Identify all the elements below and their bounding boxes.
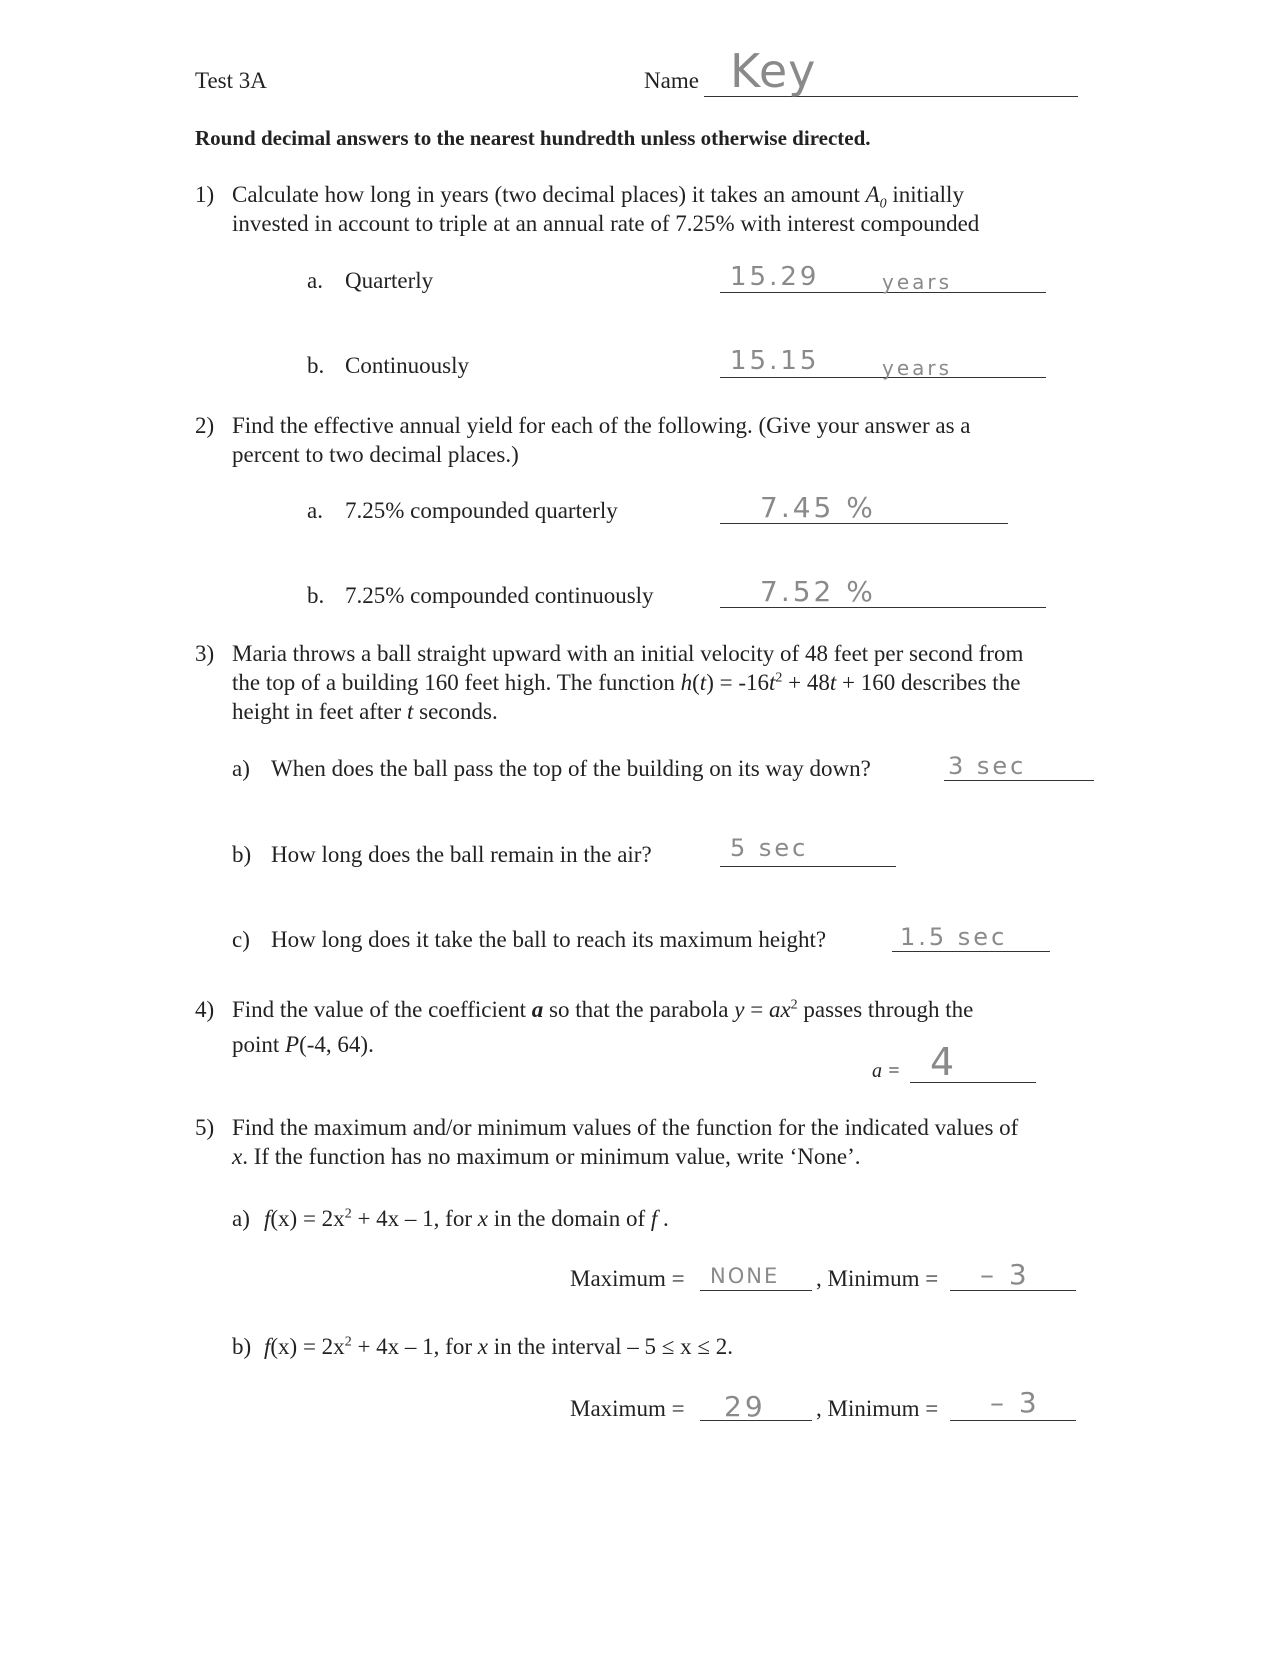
- q3b-answer-line: [720, 866, 896, 867]
- q5-text-line2: x. If the function has no maximum or minimum value, write ‘None’.: [232, 1144, 861, 1169]
- q5b-min-line: [950, 1420, 1076, 1421]
- q3a-text: When does the ball pass the top of the building on its way down?: [271, 756, 871, 781]
- q3b-label: b): [232, 842, 252, 867]
- q3c-label: c): [232, 927, 250, 952]
- q3b-answer: 5 sec: [730, 834, 809, 862]
- q5-text-line1: Find the maximum and/or minimum values of the function for the indicated values of: [232, 1115, 1019, 1140]
- q2a-answer: 7.45 %: [760, 491, 876, 524]
- q5a-label: a): [232, 1206, 250, 1231]
- q3a-answer: 3 sec: [948, 752, 1027, 780]
- q2b-text: 7.25% compounded continuously: [345, 583, 654, 608]
- q5b-label: b): [232, 1334, 252, 1359]
- name-label: Name: [644, 68, 699, 93]
- q5a-max-answer: NONE: [710, 1264, 780, 1288]
- q5b-max-label: Maximum =: [570, 1396, 685, 1421]
- q4-number: 4): [195, 997, 215, 1022]
- q5a-max-label: Maximum =: [570, 1266, 685, 1291]
- q1a-label: a.: [307, 268, 323, 293]
- q1a-answer: 15.29: [730, 262, 820, 292]
- q2a-text: 7.25% compounded quarterly: [345, 498, 618, 523]
- q4-answer-line: [910, 1082, 1036, 1083]
- q3-text-line3: height in feet after t seconds.: [232, 699, 498, 724]
- q1a-unit: years: [882, 270, 953, 294]
- q5-number: 5): [195, 1115, 215, 1140]
- q4-answer-label: a =: [872, 1060, 901, 1082]
- q3b-text: How long does the ball remain in the air?: [271, 842, 652, 867]
- q3-text-line1: Maria throws a ball straight upward with an initial velocity of 48 feet per second from: [232, 641, 1024, 666]
- q3a-answer-line: [944, 780, 1094, 781]
- q5b-min-answer: – 3: [990, 1386, 1040, 1419]
- instructions: Round decimal answers to the nearest hundredth unless otherwise directed.: [195, 126, 871, 150]
- q5b-min-label: , Minimum =: [816, 1396, 939, 1421]
- q1-text-line1: Calculate how long in years (two decimal places) it takes an amount $A_0$ initially: [232, 182, 964, 212]
- q5b-max-answer: 29: [724, 1390, 766, 1423]
- q2-number: 2): [195, 413, 215, 438]
- q2a-label: a.: [307, 498, 323, 523]
- q2-text-line1: Find the effective annual yield for each of the following. (Give your answer as a: [232, 413, 971, 438]
- q1b-answer: 15.15: [730, 346, 820, 376]
- q2b-label: b.: [307, 583, 325, 608]
- q3-text-line2: the top of a building 160 feet high. The function $h(t) = -16t^2 + 48t + 160$ describes the: [232, 670, 1021, 695]
- q5b-function: $f(x) = 2x^2 + 4x - 1$, for x in the interval – 5 ≤ x ≤ 2.: [264, 1334, 733, 1359]
- q2b-answer: 7.52 %: [760, 575, 876, 608]
- q5a-function: $f(x) = 2x^2 + 4x - 1$, for x in the domain of f .: [264, 1206, 669, 1231]
- test-title: Test 3A: [195, 68, 267, 93]
- q3-number: 3): [195, 641, 215, 666]
- q1b-label: b.: [307, 353, 325, 378]
- q4-text-line1: Find the value of the coefficient a so that the parabola $y = ax^2$ passes through the: [232, 997, 974, 1022]
- q1b-text: Continuously: [345, 353, 469, 378]
- name-handwritten: Key: [730, 44, 817, 98]
- q1-text-line2: invested in account to triple at an annual rate of 7.25% with interest compounded: [232, 211, 980, 236]
- q3c-text: How long does it take the ball to reach its maximum height?: [271, 927, 827, 952]
- q3c-answer-line: [892, 951, 1050, 952]
- q4-answer: 4: [930, 1040, 958, 1084]
- q1a-text: Quarterly: [345, 268, 434, 293]
- q1-number: 1): [195, 182, 215, 207]
- q5a-max-line: [700, 1290, 812, 1291]
- q1b-unit: years: [882, 356, 953, 380]
- q5a-min-answer: – 3: [980, 1258, 1030, 1291]
- q3a-label: a): [232, 756, 250, 781]
- q3c-answer: 1.5 sec: [900, 923, 1008, 951]
- q2-text-line2: percent to two decimal places.): [232, 442, 519, 467]
- q5a-min-label: , Minimum =: [816, 1266, 939, 1291]
- q4-text-line2: point P(-4, 64).: [232, 1032, 374, 1057]
